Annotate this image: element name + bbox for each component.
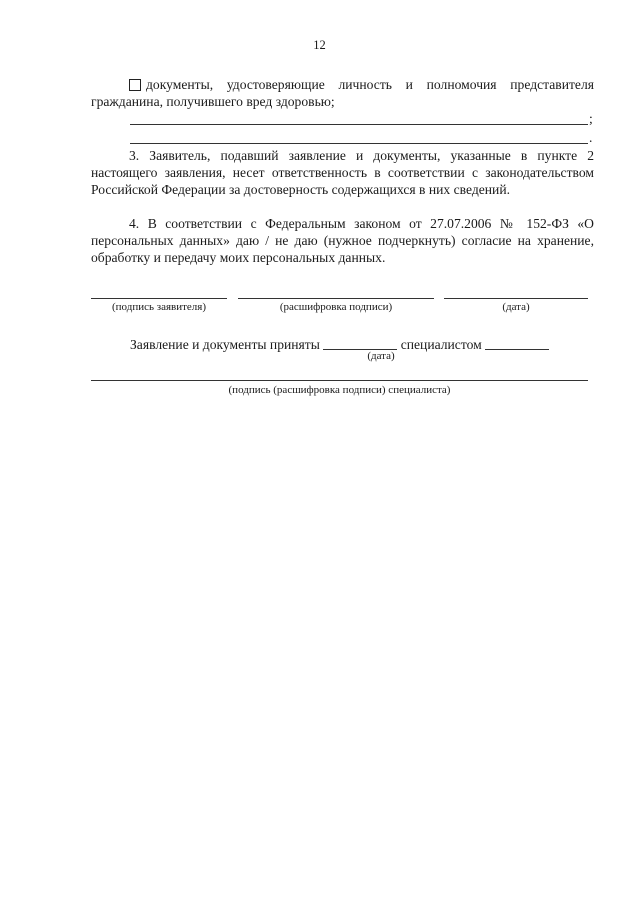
blank-line-2-end: . xyxy=(589,130,593,145)
applicant-signature-caption: (подпись заявителя) xyxy=(111,301,207,313)
date-caption: (дата) xyxy=(502,301,530,313)
acceptance-text-start: Заявление и документы приняты xyxy=(130,337,320,352)
document-item xyxy=(91,76,594,110)
acceptance-date-caption: (дата) xyxy=(367,350,395,362)
acceptance-date-blank[interactable] xyxy=(323,335,397,350)
signature-transcript-caption: (расшифровка подписи) xyxy=(279,301,393,313)
document-item-text: документы, удостоверяющие личность и полномочия представителя гражданина, получившего вред здоровью; xyxy=(91,77,594,109)
applicant-signature-line[interactable] xyxy=(91,298,227,299)
page-number: 12 xyxy=(313,38,326,52)
specialist-blank[interactable] xyxy=(485,335,549,350)
blank-line-1[interactable] xyxy=(130,124,588,125)
acceptance-text-middle: специалистом xyxy=(400,337,482,352)
specialist-signature-line[interactable] xyxy=(91,380,588,381)
paragraph-4: 4. В соответствии с Федеральным законом от 27.07.2006 № 152-ФЗ «О персональных данных» даю / не даю (нужное подчеркнуть) согласие на хранение, обработку и передачу моих персональных данных. xyxy=(91,216,594,265)
paragraph-3: 3. Заявитель, подавший заявление и документы, указанные в пункте 2 настоящего заявления, несет ответственность в соответствии с законодательством Российской Федерации за достоверность содержащихся в них сведений. xyxy=(91,148,594,197)
signature-transcript-line[interactable] xyxy=(238,298,434,299)
checkbox[interactable] xyxy=(129,79,141,91)
blank-line-2[interactable] xyxy=(130,143,588,144)
acceptance-line xyxy=(130,335,549,353)
specialist-caption: (подпись (расшифровка подписи) специалиста) xyxy=(228,384,451,396)
date-line[interactable] xyxy=(444,298,588,299)
blank-line-1-end: ; xyxy=(589,111,593,126)
